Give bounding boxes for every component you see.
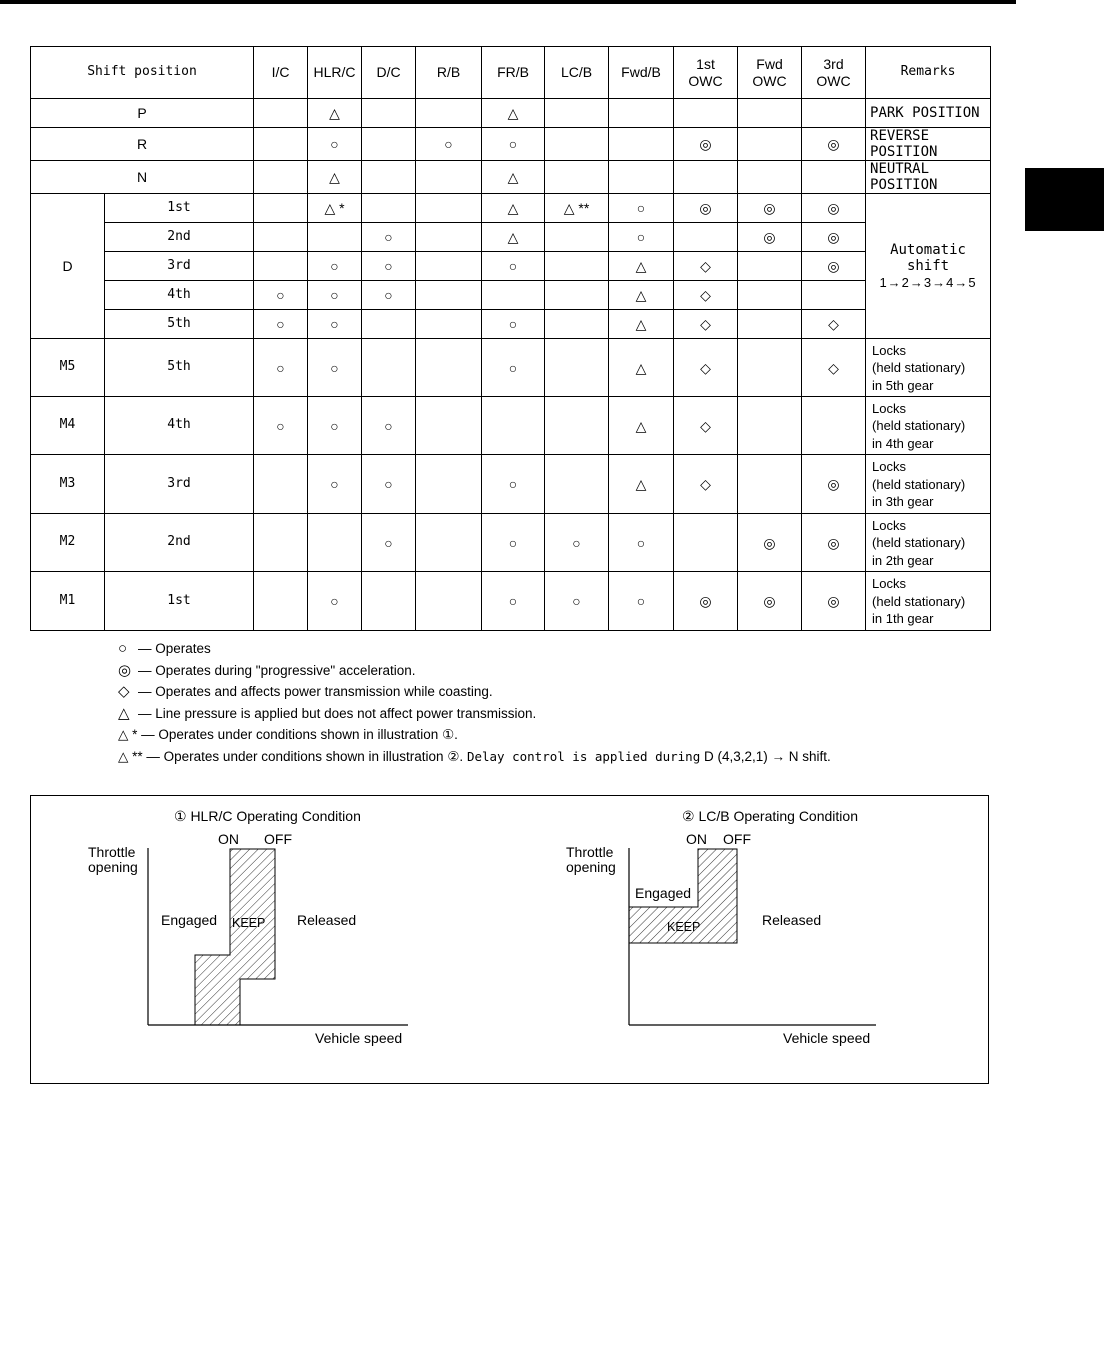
cell	[609, 128, 674, 161]
cell: ○	[308, 397, 362, 455]
cell	[362, 194, 416, 223]
shift-label: N	[31, 161, 254, 194]
cell: ○	[609, 223, 674, 252]
cell: ○	[254, 397, 308, 455]
cell: ○	[416, 128, 482, 161]
fig1-released-label: Released	[297, 912, 357, 928]
cell: ○	[362, 281, 416, 310]
cell: △	[308, 99, 362, 128]
cell	[254, 128, 308, 161]
fig2-keep-label: KEEP	[667, 920, 701, 934]
cell: ◇	[674, 252, 738, 281]
remark: Locks (held stationary) in 4th gear	[866, 397, 991, 455]
cell: ◎	[674, 572, 738, 631]
cell: △	[308, 161, 362, 194]
cell: ○	[482, 128, 545, 161]
cell	[362, 572, 416, 631]
table-row	[31, 514, 991, 572]
cell	[738, 281, 802, 310]
cell: ○	[609, 572, 674, 631]
table-row	[31, 252, 991, 281]
shift-label: R	[31, 128, 254, 161]
fig2-title: ② LC/B Operating Condition	[682, 808, 858, 824]
cell: △ *	[308, 194, 362, 223]
cell	[738, 128, 802, 161]
cell	[254, 514, 308, 572]
col-rb: R/B	[416, 47, 482, 99]
cell	[802, 161, 866, 194]
col-frb: FR/B	[482, 47, 545, 99]
fig2-engaged-label: Engaged	[635, 885, 692, 901]
cell	[362, 128, 416, 161]
legend-item: ◇ — Operates and affects power transmission while coasting.	[118, 681, 831, 703]
cell	[416, 397, 482, 455]
cell	[545, 281, 609, 310]
cell: ◎	[802, 194, 866, 223]
cell: ○	[308, 572, 362, 631]
cell	[802, 281, 866, 310]
col-remarks: Remarks	[866, 47, 991, 99]
shift-label: M5	[31, 339, 105, 397]
header-row	[31, 47, 991, 99]
col-fwdb: Fwd/B	[609, 47, 674, 99]
gear-label: 1st	[105, 194, 254, 223]
table-row	[31, 455, 991, 514]
fig1-ylabel-2: opening	[88, 859, 138, 875]
fig1-ylabel-1: Throttle	[88, 844, 136, 860]
cell	[416, 310, 482, 339]
col-1st-owc: 1st OWC	[674, 47, 738, 99]
cell	[254, 455, 308, 514]
cell: ○	[362, 455, 416, 514]
remark: Locks (held stationary) in 1th gear	[866, 572, 991, 631]
condition-diagrams	[31, 796, 988, 1083]
table-row	[31, 397, 991, 455]
cell: ◎	[738, 514, 802, 572]
gear-label: 4th	[105, 397, 254, 455]
col-ic: I/C	[254, 47, 308, 99]
cell: ◎	[802, 572, 866, 631]
table-row	[31, 161, 991, 194]
cell	[254, 223, 308, 252]
condition-2-symbol: △ **	[118, 748, 143, 764]
cell	[362, 99, 416, 128]
legend-item: ○ — Operates	[118, 638, 831, 660]
cell	[482, 397, 545, 455]
cell	[738, 161, 802, 194]
legend-item: △ * — Operates under conditions shown in illustration ①.	[118, 727, 458, 743]
fig2-xlabel: Vehicle speed	[783, 1030, 871, 1046]
fig2-ylabel-1: Throttle	[566, 844, 614, 860]
cell: ◎	[738, 572, 802, 631]
cell: △	[609, 397, 674, 455]
shift-label: M1	[31, 572, 105, 631]
shift-label: P	[31, 99, 254, 128]
cell	[254, 194, 308, 223]
col-dc: D/C	[362, 47, 416, 99]
fig1-off-label: OFF	[264, 831, 292, 847]
fig2-released-label: Released	[762, 912, 822, 928]
cell: ○	[609, 514, 674, 572]
gear-label: 3rd	[105, 455, 254, 514]
cell	[545, 252, 609, 281]
cell	[545, 161, 609, 194]
table-row	[31, 281, 991, 310]
cell: △	[609, 339, 674, 397]
cell: ◇	[674, 455, 738, 514]
cell: ○	[482, 572, 545, 631]
cell	[254, 161, 308, 194]
fig1-keep-label: KEEP	[232, 916, 266, 930]
fig1-keep-region	[195, 849, 275, 1025]
cell	[416, 339, 482, 397]
cell	[738, 99, 802, 128]
remark: NEUTRAL POSITION	[866, 161, 991, 194]
operates-symbol: ○	[118, 640, 128, 657]
table-row	[31, 572, 991, 631]
cell: ◎	[738, 194, 802, 223]
cell	[802, 99, 866, 128]
cell: △	[609, 310, 674, 339]
cell: △ **	[545, 194, 609, 223]
line-pressure-symbol: △	[118, 704, 130, 722]
gear-label: 3rd	[105, 252, 254, 281]
cell	[674, 161, 738, 194]
cell	[674, 223, 738, 252]
shift-label: M3	[31, 455, 105, 514]
cell: ○	[545, 514, 609, 572]
fig2-ylabel-2: opening	[566, 859, 616, 875]
cell	[738, 455, 802, 514]
cell	[545, 223, 609, 252]
table-row	[31, 223, 991, 252]
remark: Locks (held stationary) in 2th gear	[866, 514, 991, 572]
cell: ◎	[802, 455, 866, 514]
cell: ○	[482, 310, 545, 339]
cell	[674, 99, 738, 128]
cell	[362, 310, 416, 339]
cell: △	[609, 281, 674, 310]
condition-1-symbol: △ *	[118, 727, 138, 743]
gear-label: 1st	[105, 572, 254, 631]
cell: △	[609, 252, 674, 281]
header-rule	[0, 0, 1016, 4]
cell	[416, 252, 482, 281]
cell: △	[482, 99, 545, 128]
cell: ◎	[802, 252, 866, 281]
cell	[254, 252, 308, 281]
cell: ◎	[802, 223, 866, 252]
cell	[738, 397, 802, 455]
coasting-symbol: ◇	[118, 683, 130, 701]
col-fwd-owc: Fwd OWC	[738, 47, 802, 99]
cell: ○	[308, 281, 362, 310]
section-tab	[1025, 168, 1104, 231]
cell	[545, 99, 609, 128]
cell: ◇	[674, 397, 738, 455]
cell	[738, 339, 802, 397]
gear-label: 2nd	[105, 223, 254, 252]
fig1-title: ① HLR/C Operating Condition	[174, 808, 361, 824]
cell: ◎	[802, 514, 866, 572]
cell: ◇	[802, 310, 866, 339]
cell: ○	[308, 310, 362, 339]
cell: ◎	[802, 128, 866, 161]
legend-item: ◎ — Operates during "progressive" acceleration.	[118, 660, 831, 682]
table-row	[31, 194, 991, 223]
gear-label: 5th	[105, 310, 254, 339]
cell	[674, 514, 738, 572]
cell	[609, 99, 674, 128]
cell	[482, 281, 545, 310]
remark: PARK POSITION	[866, 99, 991, 128]
cell	[545, 339, 609, 397]
cell	[416, 455, 482, 514]
cell	[416, 194, 482, 223]
cell	[254, 99, 308, 128]
cell	[545, 128, 609, 161]
fig2-on-label: ON	[686, 831, 707, 847]
cell: ○	[609, 194, 674, 223]
cell: ○	[362, 397, 416, 455]
fig1-engaged-label: Engaged	[161, 912, 218, 928]
legend-item: △ — Line pressure is applied but does not affect power transmission.	[118, 703, 831, 725]
remark: Locks (held stationary) in 5th gear	[866, 339, 991, 397]
cell	[254, 572, 308, 631]
cell	[545, 310, 609, 339]
cell: ○	[482, 514, 545, 572]
cell	[308, 514, 362, 572]
cell	[416, 281, 482, 310]
col-lcb: LC/B	[545, 47, 609, 99]
cell: △	[482, 161, 545, 194]
cell	[738, 252, 802, 281]
cell: ○	[308, 339, 362, 397]
cell	[362, 161, 416, 194]
cell	[545, 397, 609, 455]
col-shift-position: Shift position	[31, 47, 254, 99]
cell	[416, 572, 482, 631]
cell: ○	[254, 310, 308, 339]
cell: △	[482, 194, 545, 223]
table-row	[31, 99, 991, 128]
clutch-brake-table	[30, 46, 991, 631]
cell: ◎	[738, 223, 802, 252]
cell: △	[482, 223, 545, 252]
gear-label: 5th	[105, 339, 254, 397]
cell: ○	[362, 514, 416, 572]
cell: ◎	[674, 128, 738, 161]
cell	[416, 161, 482, 194]
cell	[308, 223, 362, 252]
cell: ◇	[674, 281, 738, 310]
cell	[738, 310, 802, 339]
remark: Locks (held stationary) in 3th gear	[866, 455, 991, 514]
cell	[362, 339, 416, 397]
fig1-on-label: ON	[218, 831, 239, 847]
col-3rd-owc: 3rd OWC	[802, 47, 866, 99]
legend-item: △ ** — Operates under conditions shown in illustration ②. Delay control is applied during D (4,3,2,1) → N shift.	[118, 748, 831, 764]
gear-label: 2nd	[105, 514, 254, 572]
shift-label: M2	[31, 514, 105, 572]
table-row	[31, 128, 991, 161]
shift-label: M4	[31, 397, 105, 455]
cell	[802, 397, 866, 455]
cell: ○	[545, 572, 609, 631]
progressive-symbol: ◎	[118, 661, 132, 679]
cell: ◎	[674, 194, 738, 223]
cell: ○	[308, 252, 362, 281]
cell: ○	[362, 223, 416, 252]
fig2-off-label: OFF	[723, 831, 751, 847]
cell: ○	[254, 339, 308, 397]
cell: ○	[482, 339, 545, 397]
cell: ◇	[674, 310, 738, 339]
gear-label: 4th	[105, 281, 254, 310]
cell: ○	[482, 252, 545, 281]
cell	[609, 161, 674, 194]
table-row	[31, 339, 991, 397]
col-hlrc: HLR/C	[308, 47, 362, 99]
table-row	[31, 310, 991, 339]
cell: ◇	[802, 339, 866, 397]
cell	[416, 514, 482, 572]
cell: ○	[362, 252, 416, 281]
cell	[416, 99, 482, 128]
cell: ○	[308, 455, 362, 514]
remark-automatic-shift: Automatic shift 1→2→3→4→5	[866, 194, 991, 339]
cell: ◇	[674, 339, 738, 397]
symbol-legend	[118, 638, 831, 768]
remark: REVERSE POSITION	[866, 128, 991, 161]
cell: ○	[308, 128, 362, 161]
cell: ○	[254, 281, 308, 310]
cell: △	[609, 455, 674, 514]
fig1-xlabel: Vehicle speed	[315, 1030, 403, 1046]
cell	[545, 455, 609, 514]
shift-label: D	[31, 194, 105, 339]
cell	[416, 223, 482, 252]
operating-condition-figures	[30, 795, 989, 1084]
cell: ○	[482, 455, 545, 514]
